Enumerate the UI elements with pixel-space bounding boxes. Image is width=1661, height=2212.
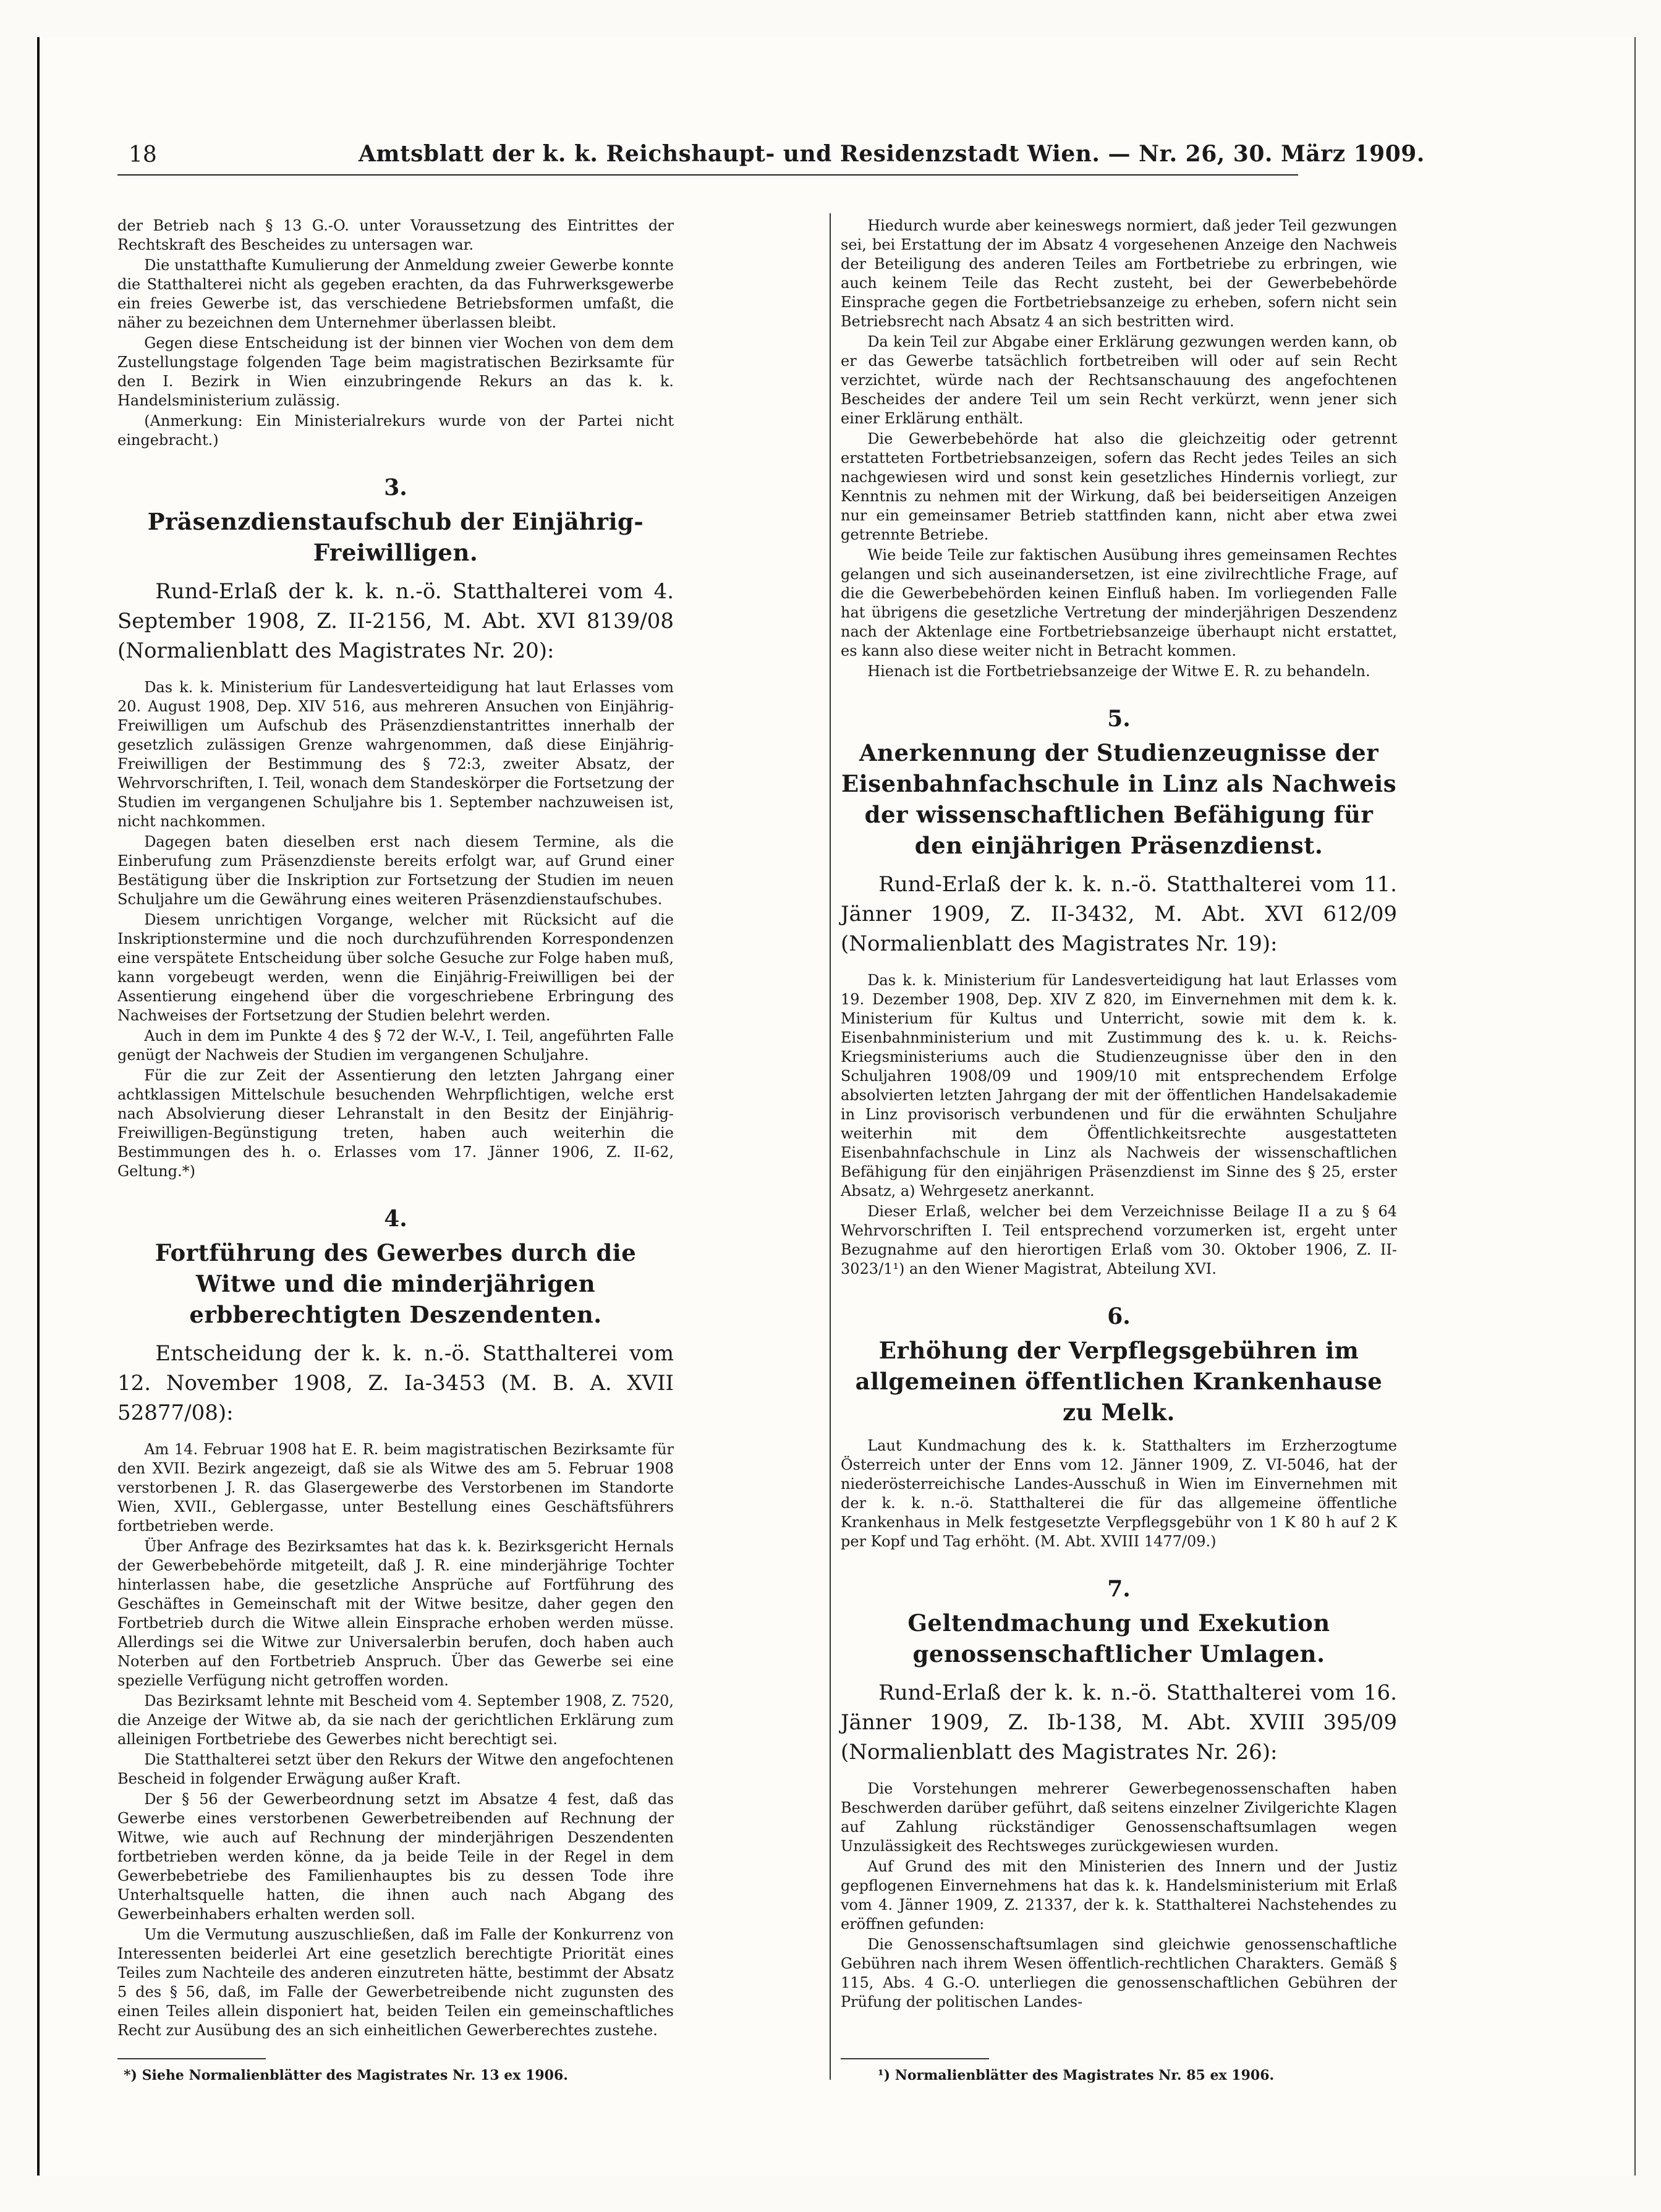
paragraph: Da kein Teil zur Abgabe einer Erklärung gezwungen werden kann, ob er das Gewerbe tatsächlich fortbetreiben will oder auf sein Recht verzichtet, würde nach der Rechtsanschauung des angefochtenen Bescheides der andere Teil um sein Recht verkürzt, wenn jener sich einer Erklärung enthält. xyxy=(841,333,1397,427)
paragraph: Die Statthalterei setzt über den Rekurs der Witwe den angefochtenen Bescheid in folgender Erwägung außer Kraft. xyxy=(117,1751,674,1787)
paragraph: Auch in dem im Punkte 4 des § 72 der W.-V., I. Teil, angeführten Falle genügt der Nachweis der Studien im vergangenen Schuljahre. xyxy=(117,1027,674,1064)
left-column xyxy=(117,216,674,2041)
paragraph: Über Anfrage des Bezirksamtes hat das k. k. Bezirksgericht Hernals der Gewerbebehörde mitgeteilt, daß J. R. eine minderjährige Tochter hinterlassen habe, die gesetzliche Ansprüche auf Fortführung des Geschäftes in Gemeinschaft mit der Witwe besitze, daher gegen den Fortbetrieb durch die Witwe allein Einsprache erhoben werden müsse. Allerdings sei die Witwe zur Universalerbin berufen, doch haben auch Noterben auf den Fortbetrieb Anspruch. Über das Gewerbe sei eine spezielle Verfügung nicht getroffen worden. xyxy=(117,1538,674,1689)
paragraph: Diesem unrichtigen Vorgange, welcher mit Rücksicht auf die Inskriptionstermine und die noch durchzuführenden Korrespondenzen eine verspätete Entscheidung über solche Gesuche zur Folge haben muß, kann vorgebeugt werden, wenn die Einjährig-Freiwilligen bei der Assentierung eingehend über die vorgeschriebene Erbringung des Nachweises der Fortsetzung der Studien belehrt werden. xyxy=(117,911,674,1024)
footnote-rule xyxy=(841,2058,989,2059)
paragraph: Auf Grund des mit den Ministerien des Innern und der Justiz gepflogenen Einvernehmens hat das k. k. Handelsministerium mit Erlaß vom 4. Jänner 1909, Z. 21337, der k. k. Statthalterei Nachstehendes zu eröffnen gefunden: xyxy=(841,1858,1397,1933)
paragraph: Das k. k. Ministerium für Landesverteidigung hat laut Erlasses vom 19. Dezember 1908, Dep. XIV Z 820, im Einvernehmen mit dem k. k. Ministerium für Kultus und Unterricht, sowie mit dem k. k. Eisenbahnministerium und mit Zustimmung des k. u. k. Reichs-Kriegsministeriums auch die Studienzeugnisse über den in den Schuljahren 1908/09 und 1909/10 mit entsprechendem Erfolge absolvierten letzten Jahrgang der mit der öffentlichen Handelsakademie in Linz provisorisch verbundenen und für die erwähnten Schuljahre weiterhin mit dem Öffentlichkeitsrechte ausgestatteten Eisenbahnfachschule in Linz als Nachweis der wissenschaftlichen Befähigung für den einjährigen Präsenzdienst im Sinne des § 25, erster Absatz, a) Wehrgesetz anerkannt. xyxy=(841,972,1397,1200)
footnote-right: ¹) Normalienblätter des Magistrates Nr. 85 ex 1906. xyxy=(878,2067,1275,2083)
paragraph: Dieser Erlaß, welcher bei dem Verzeichnisse Beilage II a zu § 64 Wehrvorschriften I. Teil entsprechend vorzumerken ist, ergeht unter Bezugnahme auf den hierortigen Erlaß vom 30. Oktober 1906, Z. II-3023/1¹) an den Wiener Magistrat, Abteilung XVI. xyxy=(841,1203,1397,1278)
paragraph: Für die zur Zeit der Assentierung den letzten Jahrgang einer achtklassigen Mittelschule besuchenden Wehrpflichtigen, welche erst nach Absolvierung dieser Lehranstalt in den Besitz der Einjährig-Freiwilligen-Begünstigung treten, haben auch weiterhin die Bestimmungen des h. o. Erlasses vom 17. Jänner 1906, Z. II-62, Geltung.*) xyxy=(117,1067,674,1180)
section-number: 5. xyxy=(1107,706,1131,732)
paragraph: Am 14. Februar 1908 hat E. R. beim magistratischen Bezirksamte für den XVII. Bezirk angezeigt, daß sie als Witwe des am 5. Februar 1908 verstorbenen J. R. das Glasergewerbe des Verstorbenen im Standorte Wien, XVII., Geblergasse, unter Bestellung eines Geschäftsführers fortbetrieben werde. xyxy=(117,1441,674,1535)
paragraph: der Betrieb nach § 13 G.-O. unter Voraussetzung des Eintrittes der Rechtskraft des Bescheides zu untersagen war. xyxy=(117,217,674,253)
paragraph: Wie beide Teile zur faktischen Ausübung ihres gemeinsamen Rechtes gelangen und sich auseinandersetzen, ist eine zivilrechtliche Frage, auf die die Gewerbebehörden keinen Einfluß haben. Im vorliegenden Falle hat übrigens die gesetzliche Vertretung der minderjährigen Deszendenz nach der Aktenlage eine Fortbetriebsanzeige überhaupt nicht erstattet, es kann also diese weiter nicht in Betracht kommen. xyxy=(841,546,1397,659)
paragraph: Dagegen baten dieselben erst nach diesem Termine, als die Einberufung zum Präsenzdienste bereits erfolgt war, auf Grund einer Bestätigung über die Inskription zur Fortsetzung der Studien im neuen Schuljahre um die Gewährung eines weiteren Präsenzdienstaufschubes. xyxy=(117,833,674,908)
remark-paragraph: (Anmerkung: Ein Ministerialrekurs wurde von der Partei nicht eingebracht.) xyxy=(117,412,674,449)
footnote-left: *) Siehe Normalienblätter des Magistrates Nr. 13 ex 1906. xyxy=(124,2067,568,2083)
decree-line: Entscheidung der k. k. n.-ö. Statthalterei vom 12. November 1908, Z. Ia-3453 (M. B. A. XVII 52877/08): xyxy=(117,1341,674,1425)
section-title: Geltendmachung und Exekution genossenschaftlicher Umlagen. xyxy=(907,1609,1330,1667)
paragraph: Der § 56 der Gewerbeordnung setzt im Absatze 4 fest, daß das Gewerbe eines verstorbenen Gewerbetreibenden auf Rechnung der Witwe, wie auch auf Rechnung der minderjährigen Deszendenten fortbetrieben werden könne, da ja beide Teile in der Regel in dem Gewerbebetriebe des Familienhauptes bis zu dessen Tode ihre Unterhaltsquelle hatten, die ihnen auch nach Abgang des Gewerbeinhabers erhalten werden soll. xyxy=(117,1790,674,1923)
paragraph: Die unstatthafte Kumulierung der Anmeldung zweier Gewerbe konnte die Statthalterei nicht als gegeben erachten, da das Fuhrwerksgewerbe ein freies Gewerbe ist, das verschiedene Betriebsformen umfaßt, die näher zu bezeichnen dem Unternehmer überlassen bleibt. xyxy=(117,256,674,331)
column-divider xyxy=(830,213,831,2080)
paragraph: Hienach ist die Fortbetriebsanzeige der Witwe E. R. zu behandeln. xyxy=(867,663,1370,680)
section-number: 3. xyxy=(384,475,407,501)
decree-line: Rund-Erlaß der k. k. n.-ö. Statthalterei vom 16. Jänner 1909, Z. Ib-138, M. Abt. XVIII 395/09 (Normalienblatt des Magistrates Nr. 26): xyxy=(841,1680,1397,1765)
section-number: 4. xyxy=(384,1206,407,1232)
running-title: Amtsblatt der k. k. Reichshaupt- und Residenzstadt Wien. — Nr. 26, 30. März 1909. xyxy=(359,141,1425,167)
paragraph: Laut Kundmachung des k. k. Statthalters im Erzherzogtume Österreich unter der Enns vom 12. Jänner 1909, Z. VI-5046, hat der niederösterreichische Landes-Ausschuß in Wien im Einvernehmen mit der k. k. n.-ö. Statthalterei die für das allgemeine öffentliche Krankenhaus in Melk festgesetzte Verpflegsgebühr von 1 K 80 h auf 2 K per Kopf und Tag erhöht. (M. Abt. XVIII 1477/09.) xyxy=(841,1437,1397,1550)
page-number: 18 xyxy=(129,142,157,167)
section-title: Erhöhung der Verpflegsgebühren im allgemeinen öffentlichen Krankenhause zu Melk. xyxy=(855,1337,1383,1426)
paragraph: Gegen diese Entscheidung ist der binnen vier Wochen von dem dem Zustellungstage folgenden Tage beim magistratischen Bezirksamte für den I. Bezirk in Wien einzubringende Rekurs an das k. k. Handelsministerium zulässig. xyxy=(117,334,674,409)
paragraph: Das Bezirksamt lehnte mit Bescheid vom 4. September 1908, Z. 7520, die Anzeige der Witwe ab, da sie nach der gerichtlichen Erklärung zum alleinigen Fortbetriebe des Gewerbes nicht berechtigt sei. xyxy=(117,1692,674,1748)
paragraph: Die Gewerbebehörde hat also die gleichzeitig oder getrennt erstatteten Fortbetriebsanzeigen, sofern das Recht jedes Teiles an sich nachgewiesen wird und sonst kein gesetzliches Hindernis vorliegt, zur Kenntnis zu nehmen mit der Wirkung, daß bei beiderseitigen Anzeigen nur ein gemeinsamer Betrieb stattfinden kann, nicht aber etwa zwei getrennte Betriebe. xyxy=(841,430,1397,543)
decree-line: Rund-Erlaß der k. k. n.-ö. Statthalterei vom 11. Jänner 1909, Z. II-3432, M. Abt. XVI 612/09 (Normalienblatt des Magistrates Nr. 19): xyxy=(841,872,1397,956)
section-number: 6. xyxy=(1107,1303,1131,1329)
section-title: Fortführung des Gewerbes durch die Witwe und die minderjährigen erbberechtigten Deszendenten. xyxy=(155,1239,637,1328)
paragraph: Um die Vermutung auszuschließen, daß im Falle der Konkurrenz von Interessenten beiderlei Art eine gesetzlich berechtigte Priorität eines Teiles zum Nachteile des anderen einzutreten hätte, bestimmt der Absatz 5 des § 56, daß, im Falle der Gewerbetreibende nicht zugunsten des einen Teiles allein disponiert hat, beiden Teilen ein gemeinschaftliches Recht zur Ausübung des an sich einheitlichen Gewerberechtes zustehe. xyxy=(117,1926,674,2039)
section-title: Anerkennung der Studienzeugnisse der Eisenbahnfachschule in Linz als Nachweis der wissenschaftlichen Befähigung für den einjährigen Präsenzdienst. xyxy=(841,739,1397,859)
paragraph: Die Vorstehungen mehrerer Gewerbegenossenschaften haben Beschwerden darüber geführt, daß seitens einzelner Zivilgerichte Klagen auf Zahlung rückständiger Genossenschaftsumlagen wegen Unzulässigkeit des Rechtsweges zurückgewiesen wurden. xyxy=(841,1780,1397,1855)
decree-line: Rund-Erlaß der k. k. n.-ö. Statthalterei vom 4. September 1908, Z. II-2156, M. Abt. XVI 8139/08 (Normalienblatt des Magistrates Nr. 20): xyxy=(117,579,674,663)
paragraph: Hiedurch wurde aber keineswegs normiert, daß jeder Teil gezwungen sei, bei Erstattung der im Absatz 4 vorgesehenen Anzeige den Nachweis der Beteiligung des anderen Teiles am Fortbetriebe zu erbringen, wie auch keinem Teile das Recht zusteht, bei der Gewerbebehörde Einsprache gegen die Fortbetriebsanzeige zu erheben, sofern nicht sein Betriebsrecht nach Absatz 4 an sich bestritten wird. xyxy=(841,217,1397,330)
paragraph: Die Genossenschaftsumlagen sind gleichwie genossenschaftliche Gebühren nach ihrem Wesen öffentlich-rechtlichen Charakters. Gemäß § 115, Abs. 4 G.-O. unterliegen die genossenschaftlichen Gebühren der Prüfung der politischen Landes- xyxy=(841,1936,1397,2011)
section-title: Präsenzdienstaufschub der Einjährig-Freiwilligen. xyxy=(147,508,644,566)
page-header xyxy=(117,137,1425,176)
footnote-rule xyxy=(117,2058,266,2059)
paragraph: Das k. k. Ministerium für Landesverteidigung hat laut Erlasses vom 20. August 1908, Dep. XIV 516, aus mehreren Ansuchen von Einjährig-Freiwilligen um Aufschub des Präsenzdienstantrittes innerhalb der gesetzlich zulässigen Grenze wahrgenommen, daß diese Einjährig-Freiwilligen der Bestimmung des § 72:3, zweiter Absatz, der Wehrvorschriften, I. Teil, wonach dem Standeskörper die Fortsetzung der Studien im vergangenen Schuljahre bis 1. September nachzuweisen ist, nicht nachkommen. xyxy=(117,679,674,830)
section-number: 7. xyxy=(1107,1576,1131,1602)
right-column xyxy=(841,216,1397,2013)
